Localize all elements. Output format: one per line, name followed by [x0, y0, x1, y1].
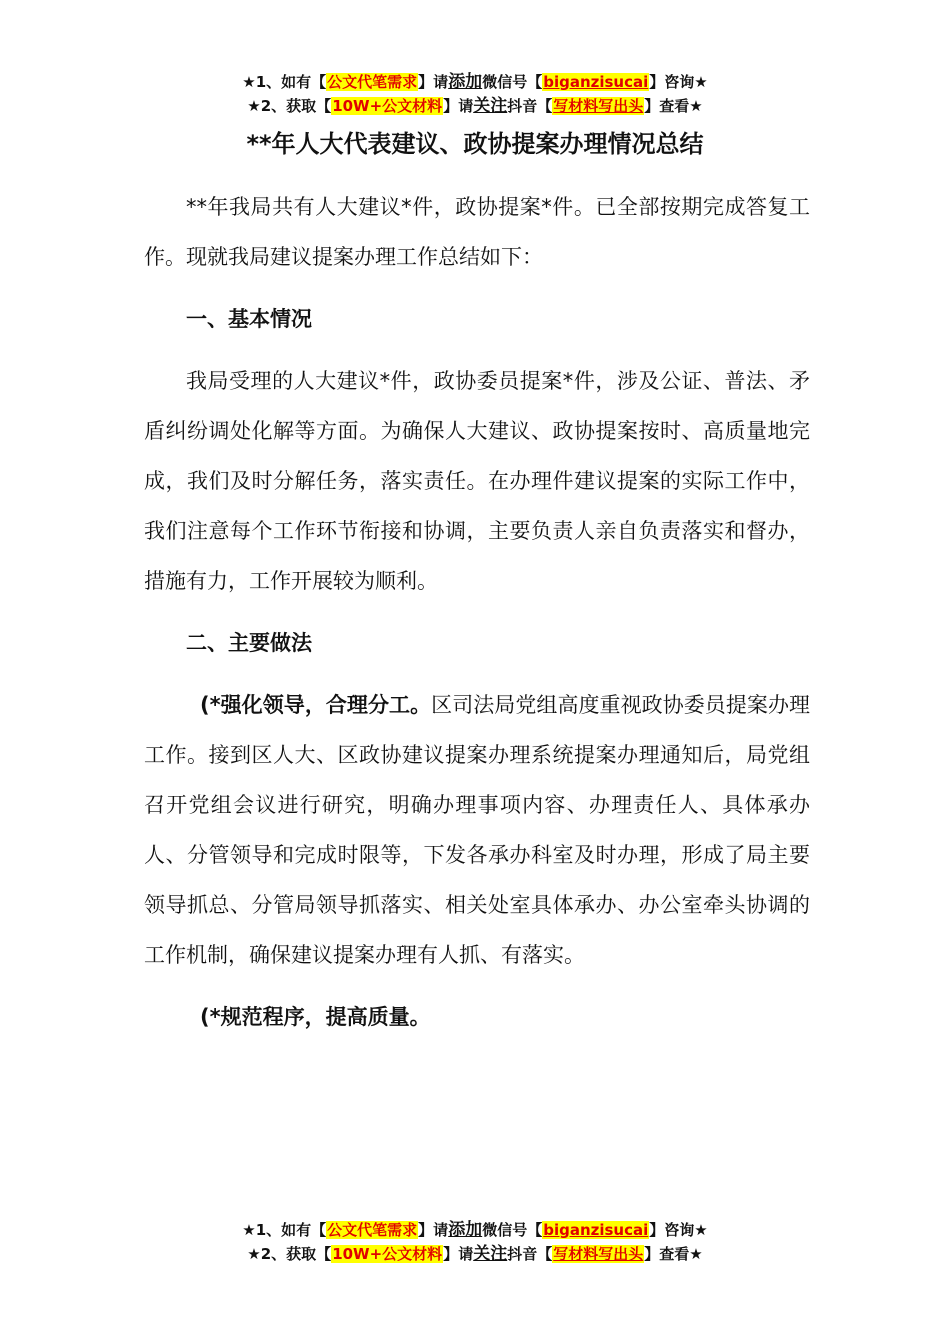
banner-line-2 — [0, 94, 950, 118]
banner-text: 抖音【 — [507, 97, 553, 115]
banner-text: ★2、获取【 — [247, 1245, 332, 1263]
document-body — [144, 182, 810, 1042]
document-title: **年人大代表建议、政协提案办理情况总结 — [246, 130, 704, 158]
banner-text: ★1、如有【 — [242, 73, 327, 91]
wechat-id-link[interactable]: biganzisucai — [543, 73, 649, 91]
banner-emphasis: 关注 — [473, 1244, 508, 1264]
banner-text: 】请 — [443, 97, 474, 115]
banner-text: 】查看★ — [644, 1245, 703, 1263]
section-heading-basic: 一、基本情况 — [186, 307, 312, 331]
banner-text: 】咨询★ — [649, 73, 708, 91]
highlight-materials: 10W+公文材料 — [332, 97, 443, 115]
highlight-materials: 10W+公文材料 — [332, 1245, 443, 1263]
banner-text: 】查看★ — [644, 97, 703, 115]
banner-text: 微信号【 — [482, 1221, 543, 1239]
practice-item-1-body: 区司法局党组高度重视政协委员提案办理工作。接到区人大、区政协建议提案办理系统提案办理通知后，局党组召开党组会议进行研究，明确办理事项内容、办理责任人、具体承办人、分管领导和完成时限等，下发各承办科室及时办理，形成了局主要领导抓总、分管局领导抓落实、相关处室具体承办、办公室牵头协调的工作机制，确保建议提案办理有人抓、有落实。 — [144, 693, 810, 967]
douyin-account-link[interactable]: 写材料写出头 — [553, 1245, 644, 1263]
banner-text: 】请 — [418, 1221, 449, 1239]
banner-text: 】请 — [418, 73, 449, 91]
section-body-basic: 我局受理的人大建议*件，政协委员提案*件，涉及公证、普法、矛盾纠纷调处化解等方面。为确保人大建议、政协提案按时、高质量地完成，我们及时分解任务，落实责任。在办理件建议提案的实际工作中，我们注意每个工作环节衔接和协调，主要负责人亲自负责落实和督办，措施有力，工作开展较为顺利。 — [144, 369, 810, 593]
banner-line-1 — [0, 70, 950, 94]
banner-text: 】请 — [443, 1245, 474, 1263]
banner-emphasis: 添加 — [448, 72, 483, 92]
wechat-id-link[interactable]: biganzisucai — [543, 1221, 649, 1239]
highlight-service: 公文代笔需求 — [327, 1221, 418, 1239]
practice-item-1-lead: (*强化领导，合理分工。 — [200, 693, 432, 717]
bottom-banner — [0, 1218, 950, 1266]
intro-paragraph: **年我局共有人大建议*件，政协提案*件。已全部按期完成答复工作。现就我局建议提案办理工作总结如下： — [144, 195, 810, 269]
practice-item-2-lead: (*规范程序，提高质量。 — [200, 1005, 431, 1029]
banner-text: ★2、获取【 — [247, 97, 332, 115]
banner-emphasis: 关注 — [473, 96, 508, 116]
practice-item-1 — [144, 680, 810, 980]
banner-text: 微信号【 — [482, 73, 543, 91]
banner-line-2 — [0, 1242, 950, 1266]
section-heading-practices: 二、主要做法 — [186, 631, 312, 655]
banner-text: 抖音【 — [507, 1245, 553, 1263]
banner-text: 】咨询★ — [649, 1221, 708, 1239]
highlight-service: 公文代笔需求 — [327, 73, 418, 91]
douyin-account-link[interactable]: 写材料写出头 — [553, 97, 644, 115]
banner-emphasis: 添加 — [448, 1220, 483, 1240]
banner-line-1 — [0, 1218, 950, 1242]
banner-text: ★1、如有【 — [242, 1221, 327, 1239]
top-banner — [0, 70, 950, 118]
